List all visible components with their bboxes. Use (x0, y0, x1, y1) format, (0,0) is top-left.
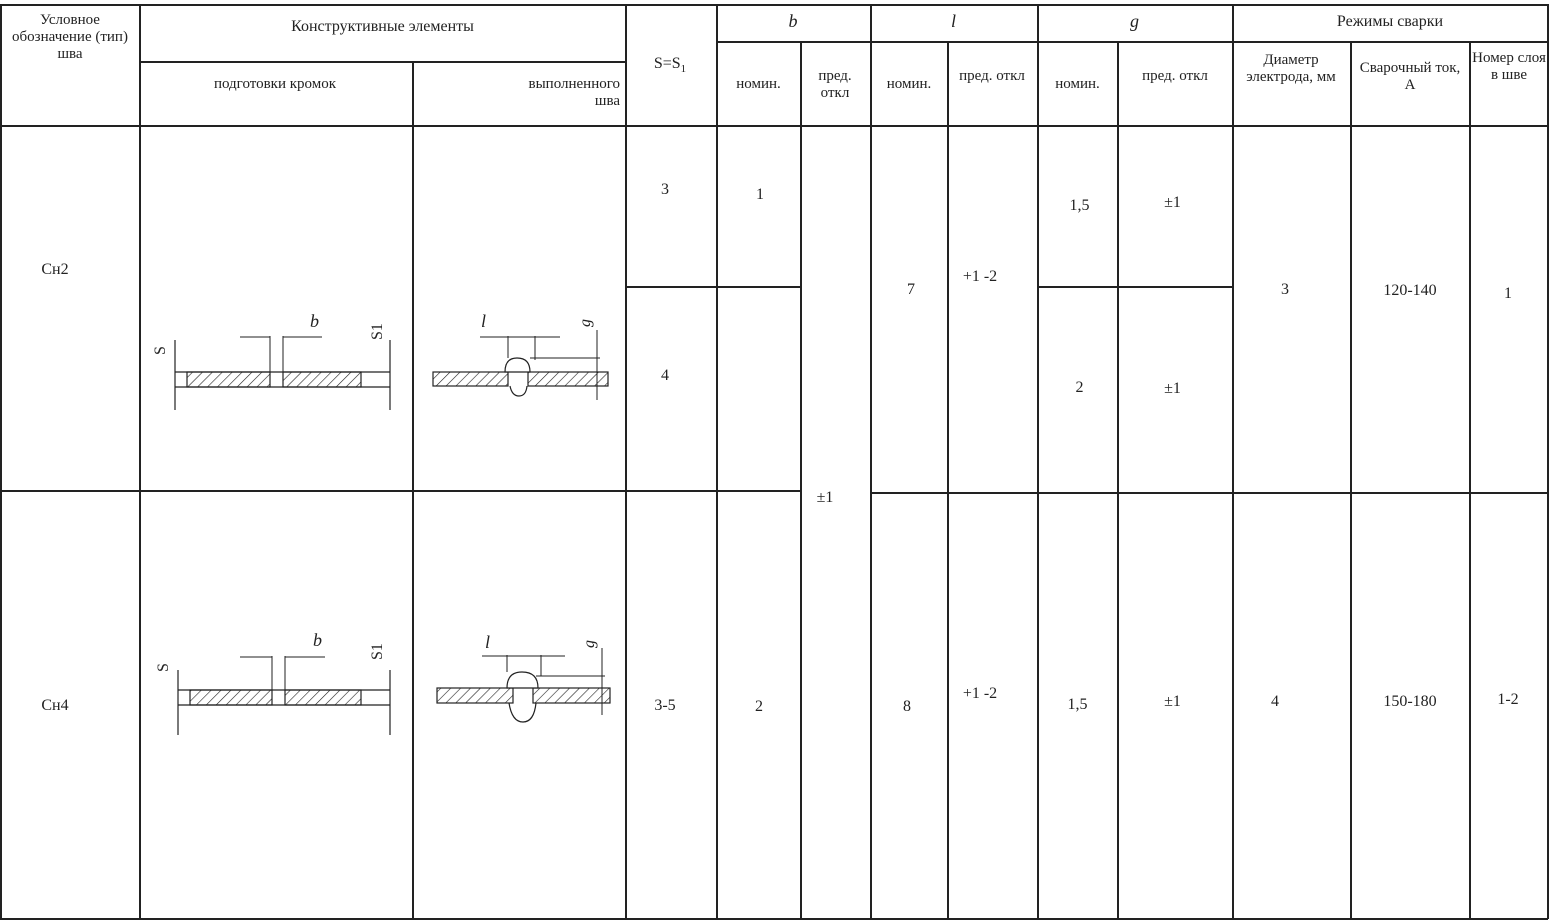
header-l: l (950, 11, 956, 31)
row1-thickness-a: 3 (661, 181, 669, 198)
weld-root (510, 386, 527, 396)
row1-welding-current: 120-140 (1383, 282, 1437, 299)
row1-l-nominal: 7 (907, 281, 915, 298)
dim-s-label: S (152, 346, 169, 355)
header-designation: Условное обозначение (тип) шва (12, 12, 128, 62)
header-electrode-diameter: Диаметр электрода, мм (1246, 52, 1336, 85)
header-layer-number: Номер слоя в шве (1472, 50, 1546, 83)
row1-b-nominal: 1 (756, 186, 764, 203)
dim-b-label: b (313, 630, 322, 650)
row1-preparation-sketch (152, 311, 390, 410)
header-g-nominal: номин. (1055, 76, 1100, 92)
header-welding-modes: Режимы сварки (1336, 13, 1444, 30)
row1-thickness-b: 4 (661, 367, 669, 384)
row1-g-deviation-b: ±1 (1164, 380, 1181, 397)
thickness-label: S=S (653, 55, 681, 72)
row2-l-nominal: 8 (903, 698, 911, 715)
row2-l-deviation: +1 -2 (962, 685, 998, 702)
weld-bead (505, 358, 530, 372)
plate-left (187, 372, 270, 387)
dim-s-label: S (155, 663, 172, 672)
row2-g-nominal: 1,5 (1067, 696, 1088, 713)
header-welding-current: Сварочный ток, А (1359, 60, 1461, 93)
row1-g-nominal-b: 2 (1075, 379, 1084, 396)
dim-g-label: g (577, 319, 594, 327)
row1-g-nominal-a: 1,5 (1069, 197, 1090, 214)
header-g-deviation: пред. откл (1142, 68, 1208, 84)
row1-type: Сн2 (41, 261, 69, 278)
row2-g-deviation: ±1 (1164, 693, 1181, 710)
row2-type: Сн4 (41, 697, 69, 714)
dim-s1-label: S1 (369, 323, 386, 340)
header-constructive: Конструктивные элементы (291, 18, 474, 35)
row1-l-deviation: +1 -2 (962, 268, 998, 285)
thickness-subscript: 1 (680, 63, 687, 76)
dim-l-label: l (481, 311, 487, 331)
dim-l-label: l (485, 632, 491, 652)
header-b: b (788, 11, 798, 31)
header-g: g (1130, 11, 1139, 31)
row2-b-nominal: 2 (755, 698, 763, 715)
row1-g-deviation-a: ±1 (1164, 194, 1181, 211)
row2-welding-current: 150-180 (1383, 693, 1437, 710)
header-preparation: подготовки кромок (213, 76, 337, 92)
header-l-nominal: номин. (886, 76, 932, 92)
row2-layer: 1-2 (1497, 691, 1519, 708)
plate-right (283, 372, 361, 387)
header-completed: выполненного шва (528, 76, 620, 109)
dim-b-label: b (310, 311, 319, 331)
header-l-deviation: пред. откл (959, 68, 1025, 84)
dim-g-label: g (581, 640, 598, 648)
row1-layer: 1 (1504, 285, 1512, 302)
row1-electrode-diameter: 3 (1281, 281, 1289, 298)
header-b-nominal: номин. (736, 76, 781, 92)
row2-completed-sketch (437, 632, 610, 722)
dim-s1-label: S1 (369, 643, 386, 660)
header-b-deviation: пред. откл (818, 68, 852, 101)
b-deviation-shared: ±1 (816, 489, 834, 506)
row2-electrode-diameter: 4 (1271, 693, 1279, 710)
row2-thickness: 3-5 (654, 697, 676, 714)
row1-completed-sketch (433, 311, 608, 400)
row2-preparation-sketch (155, 630, 390, 735)
